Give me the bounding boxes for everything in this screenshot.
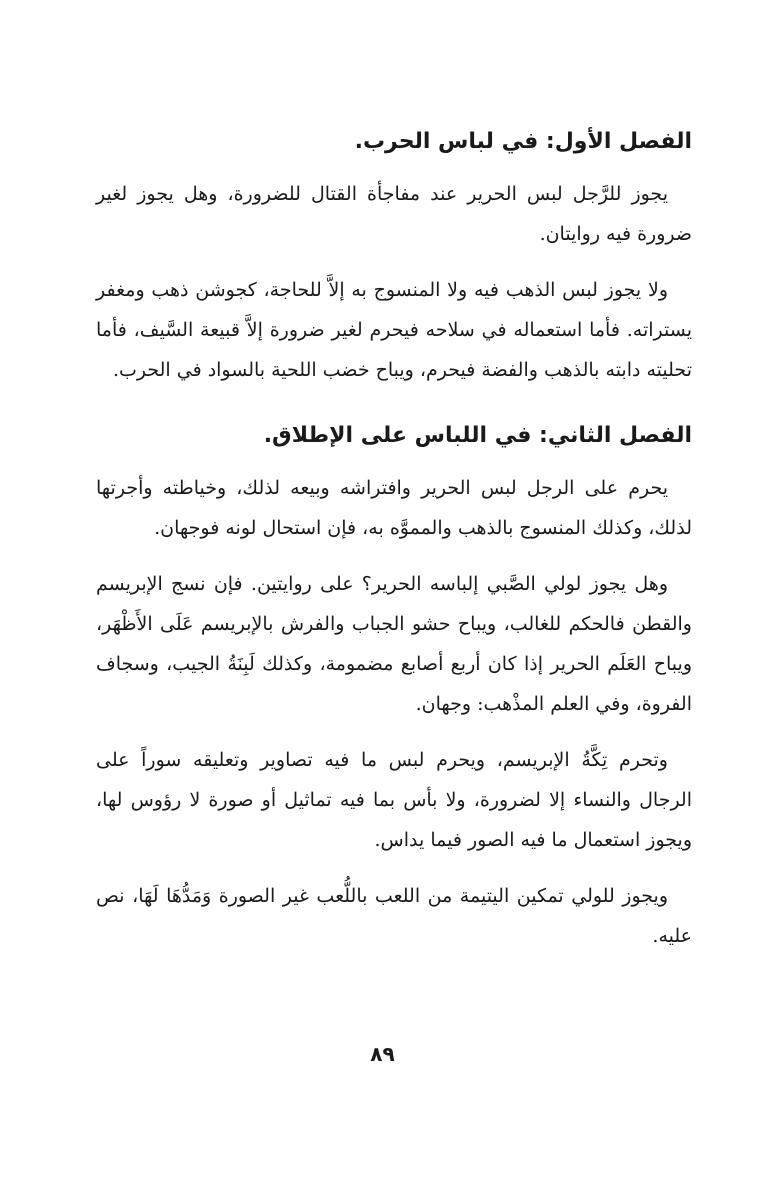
section-heading-2: الفصل الثاني: في اللباس على الإطلاق. <box>263 423 692 448</box>
page-body <box>96 110 692 972</box>
paragraph-2-2: وهل يجوز لولي الصَّبي إلباسه الحرير؟ على روايتين. فإن نسج الإبريسم والقطن فالحكم للغالب، ويباح حشو الجباب والفرش بالإبريسم عَلَى الأَظْهَر، ويباح العَلَم الحرير إذا كان أربع أصابع مضمومة، وكذلك لَبِنَةُ الجيب، وسجاف الفروة، وفي العلم المذْهب: وجهان. <box>96 573 692 715</box>
paragraph-2-3: وتحرم تِكَّةُ الإبريسم، ويحرم لبس ما فيه تصاوير وتعليقه سوراً على الرجال والنساء إلا لضرورة، ولا بأس بما فيه تماثيل أو صورة لا رؤوس لها، ويجوز استعمال ما فيه الصور فيما يداس. <box>96 749 692 851</box>
paragraph-1-1: يجوز للرَّجل لبس الحرير عند مفاجأة القتال للضرورة، وهل يجوز لغير ضرورة فيه روايتان. <box>96 183 692 245</box>
paragraph-1-2: ولا يجوز لبس الذهب فيه ولا المنسوج به إلاَّ للحاجة، كجوشن ذهب ومغفر يستراته. فأما استعماله في سلاحه فيحرم لغير ضرورة إلاَّ قبيعة السَّيف، فأما تحليته دابته بالذهب والفضة فيحرم، ويباح خضب اللحية بالسواد في الحرب. <box>96 279 692 381</box>
paragraph-2-1: يحرم على الرجل لبس الحرير وافتراشه وبيعه لذلك، وخياطته وأجرتها لذلك، وكذلك المنسوج بالذهب والمموَّه به، فإن استحال لونه فوجهان. <box>96 477 692 539</box>
paragraph-2-4: ويجوز للولي تمكين اليتيمة من اللعب باللُّعب غير الصورة وَمَدُّهَا لَهَا، نص عليه. <box>96 885 692 947</box>
page-number: ٨٩ <box>370 1042 395 1066</box>
section-heading-1: الفصل الأول: في لباس الحرب. <box>354 129 692 154</box>
